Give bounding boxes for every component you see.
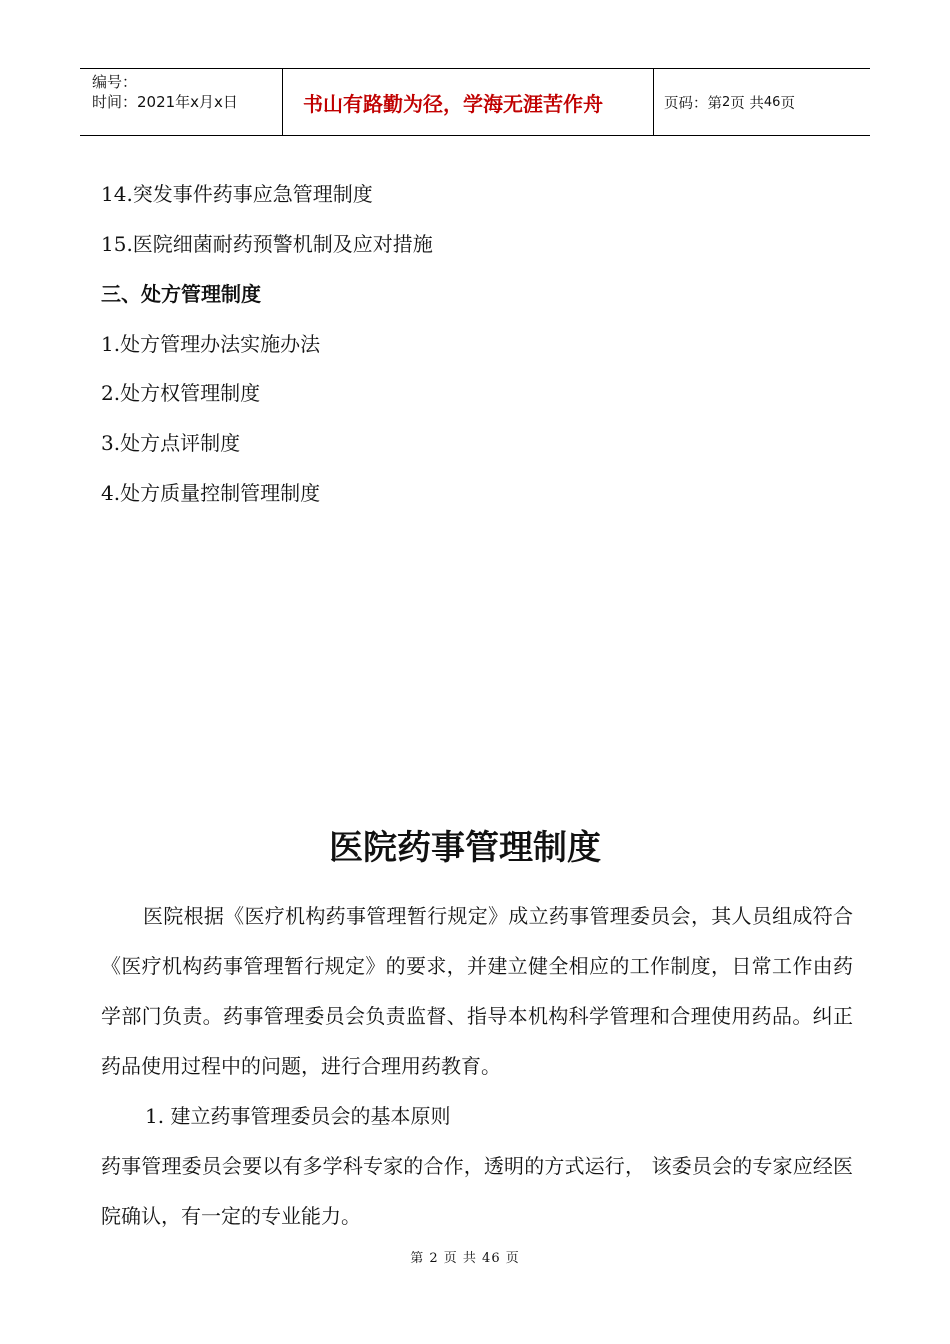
- document-title: 医院药事管理制度: [329, 828, 601, 868]
- page-total: 46: [763, 94, 781, 110]
- page-mid: 页 共: [730, 95, 764, 112]
- date-label: 时间：2021年x月x日: [92, 93, 238, 111]
- list-item: 14.突发事件药事应急管理制度: [101, 182, 373, 206]
- principle-paragraph: 药事管理委员会要以有多学科专家的合作，透明的方式运行， 该委员会的专家应经医院确认，有一定的专业能力。: [101, 1154, 853, 1228]
- header-meta: [80, 69, 282, 135]
- list-item: 1.处方管理办法实施办法: [101, 332, 321, 356]
- section-heading: 三、处方管理制度: [101, 282, 261, 306]
- page-suffix: 页: [780, 95, 795, 112]
- list-item: 3.处方点评制度: [101, 431, 241, 455]
- page-prefix: 页码：第: [664, 95, 722, 112]
- intro-paragraph: 医院根据《医疗机构药事管理暂行规定》成立药事管理委员会，其人员组成符合《医疗机构药事管理暂行规定》的要求，并建立健全相应的工作制度，日常工作由药学部门负责。药事管理委员会负责监督、指导本机构科学管理和合理使用药品。纠正药品使用过程中的问题，进行合理用药教育。: [101, 904, 853, 1078]
- page-current: 2: [722, 94, 731, 110]
- subheading: 1. 建立药事管理委员会的基本原则: [145, 1104, 451, 1128]
- header-page-info: [654, 69, 870, 135]
- page-header: [80, 68, 870, 136]
- page-footer: 第 2 页 共 46 页: [410, 1251, 520, 1266]
- header-motto: 书山有路勤为径，学海无涯苦作舟: [282, 69, 654, 135]
- list-item: 2.处方权管理制度: [101, 381, 261, 405]
- list-item: 15.医院细菌耐药预警机制及应对措施: [101, 232, 433, 256]
- list-item: 4.处方质量控制管理制度: [101, 481, 321, 505]
- serial-label: 编号：: [92, 73, 138, 91]
